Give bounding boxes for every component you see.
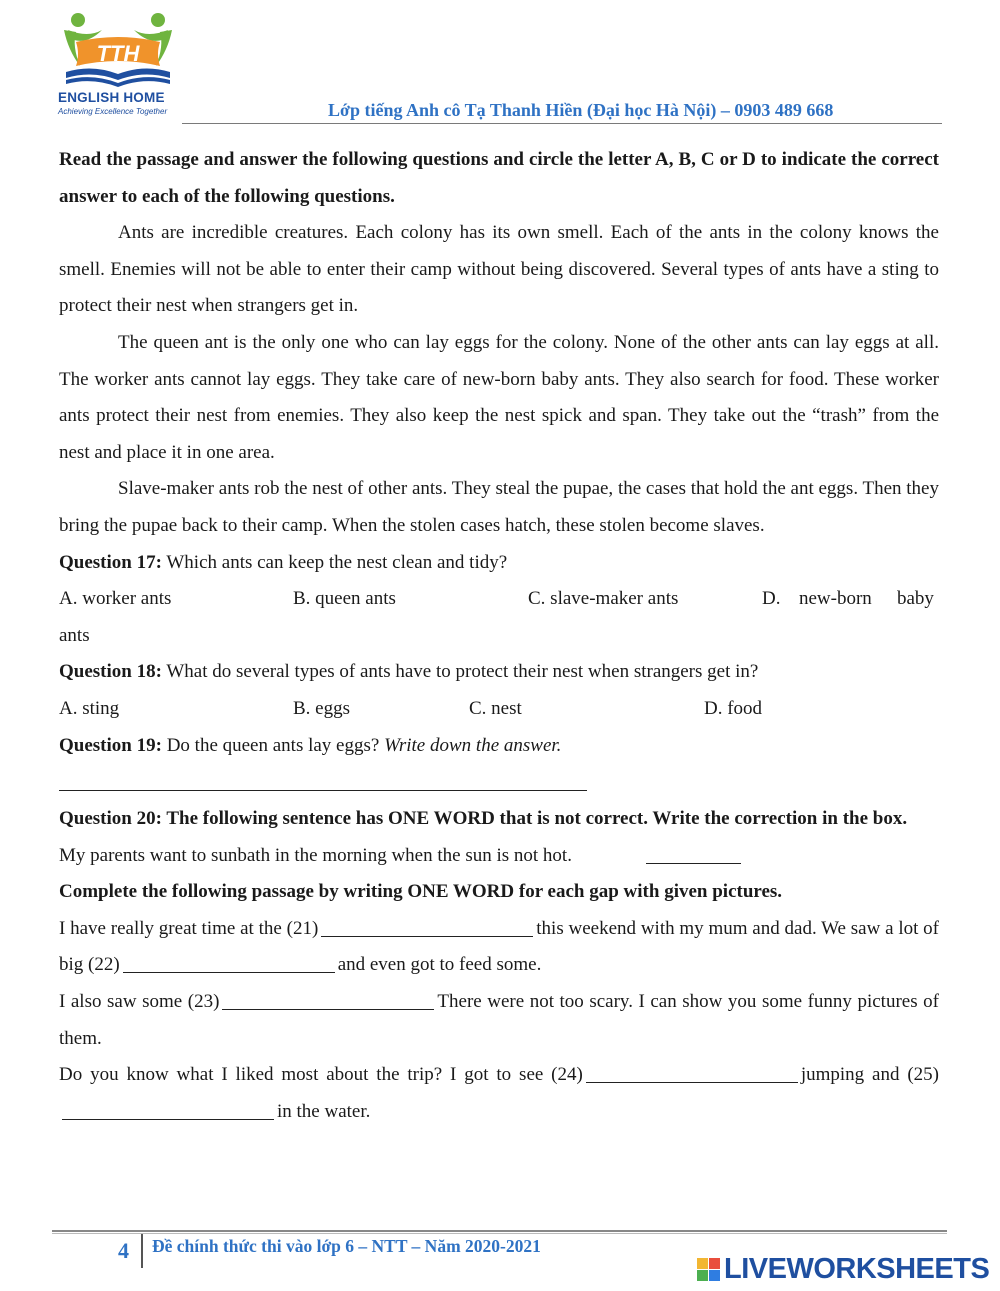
gap-text-23-after: There were not too scary. I can show you some funny pictures of them.	[59, 991, 939, 1049]
footer-divider	[52, 1230, 947, 1232]
reading-instruction: Read the passage and answer the following questions and circle the letter A, B, C or D to indicate the correct answer to each of the following questions.	[59, 149, 939, 207]
gap-24-blank[interactable]	[586, 1063, 798, 1083]
q17-option-d-wrap[interactable]: ants	[59, 624, 90, 646]
liveworksheets-text: LIVEWORKSHEETS	[724, 1253, 990, 1285]
q17-option-d-word1[interactable]: new-born	[799, 588, 872, 610]
question-18-label: Question 18:	[59, 661, 162, 683]
worksheet-content	[59, 142, 939, 1130]
question-17-options	[59, 581, 939, 618]
q17-option-a[interactable]: A. worker ants	[59, 588, 172, 610]
question-20-instruction: Question 20: The following sentence has ONE WORD that is not correct. Write the correction in the box.	[59, 808, 908, 830]
gap-text-24-25: jumping and (25)	[800, 1064, 939, 1086]
header-divider	[182, 123, 942, 124]
footer-title: Đề chính thức thi vào lớp 6 – NTT – Năm 2020-2021	[152, 1236, 541, 1256]
question-18-options	[59, 691, 939, 728]
svg-text:TTH: TTH	[96, 41, 140, 66]
passage-paragraph-2: The queen ant is the only one who can lay eggs for the colony. None of the other ants can lay eggs at all. The worker ants cannot lay eggs. They take care of new-born baby ants. They also search for food. These worker ants protect their nest from enemies. They also keep the nest spick and span. They take out the “trash” from the nest and place it in one area.	[59, 331, 939, 463]
gap-passage-line-1	[59, 911, 939, 984]
footer-separator	[141, 1234, 143, 1268]
question-17	[59, 545, 939, 582]
q18-option-d[interactable]: D. food	[704, 697, 763, 719]
q17-option-d-word2[interactable]: baby	[897, 588, 934, 610]
gap-text-22-after: and even got to feed some.	[337, 954, 542, 976]
q17-option-b[interactable]: B. queen ants	[293, 588, 396, 610]
gap-passage-line-2	[59, 984, 939, 1057]
q18-option-a[interactable]: A. sting	[59, 697, 120, 719]
q20-answer-blank[interactable]	[646, 844, 741, 864]
question-18	[59, 654, 939, 691]
q17-option-c[interactable]: C. slave-maker ants	[528, 588, 679, 610]
passage-paragraph-3: Slave-maker ants rob the nest of other ants. They steal the pupae, the cases that hold the ant eggs. Then they bring the pupae back to their camp. When the stolen cases hatch, these stolen become slaves.	[59, 478, 939, 536]
gap-23-blank[interactable]	[222, 990, 434, 1010]
logo-name: ENGLISH HOME	[58, 90, 165, 105]
q19-answer-line[interactable]	[59, 764, 939, 801]
gap-21-blank[interactable]	[321, 917, 533, 937]
question-20-sentence: My parents want to sunbath in the morning when the sun is not hot.	[59, 844, 572, 866]
question-17-label: Question 17:	[59, 551, 162, 573]
question-19-label: Question 19:	[59, 734, 162, 756]
q18-option-b[interactable]: B. eggs	[293, 697, 350, 719]
footer-divider-thin	[52, 1233, 947, 1234]
question-18-text: What do several types of ants have to protect their nest when strangers get in?	[166, 661, 759, 683]
tth-emblem-icon	[58, 10, 178, 90]
gap-passage-instruction: Complete the following passage by writing ONE WORD for each gap with given pictures.	[59, 881, 783, 903]
gap-text-21-22: this weekend with my mum and dad. We saw a lot of big (22)	[59, 917, 940, 976]
gap-text-21-before: I have really great time at the (21)	[59, 917, 319, 939]
liveworksheets-icon	[697, 1258, 721, 1282]
gap-text-24-before: Do you know what I liked most about the trip? I got to see (24)	[59, 1064, 583, 1086]
page-header	[0, 0, 1000, 130]
tth-logo	[58, 10, 178, 122]
question-20-sentence-row	[59, 838, 939, 875]
question-17-text: Which ants can keep the nest clean and tidy?	[166, 551, 508, 573]
passage-paragraph-1: Ants are incredible creatures. Each colony has its own smell. Each of the ants in the colony knows the smell. Enemies will not be able to enter their camp without being discovered. Several types of ants have a sting to protect their nest when strangers get in.	[59, 222, 939, 317]
gap-passage-line-3	[59, 1057, 939, 1130]
header-title: Lớp tiếng Anh cô Tạ Thanh Hiền (Đại học Hà Nội) – 0903 489 668	[328, 100, 834, 120]
gap-text-23-before: I also saw some (23)	[59, 991, 220, 1013]
page-number: 4	[118, 1238, 129, 1263]
question-19-hint: Write down the answer.	[384, 734, 562, 756]
logo-tagline: Achieving Excellence Together	[58, 107, 168, 116]
question-19	[59, 728, 939, 765]
gap-text-25-after: in the water.	[277, 1100, 371, 1122]
question-19-text: Do the queen ants lay eggs?	[166, 734, 380, 756]
q17-option-d-letter[interactable]: D.	[762, 588, 781, 610]
gap-22-blank[interactable]	[123, 953, 335, 973]
gap-25-blank[interactable]	[62, 1100, 274, 1120]
q18-option-c[interactable]: C. nest	[469, 697, 522, 719]
